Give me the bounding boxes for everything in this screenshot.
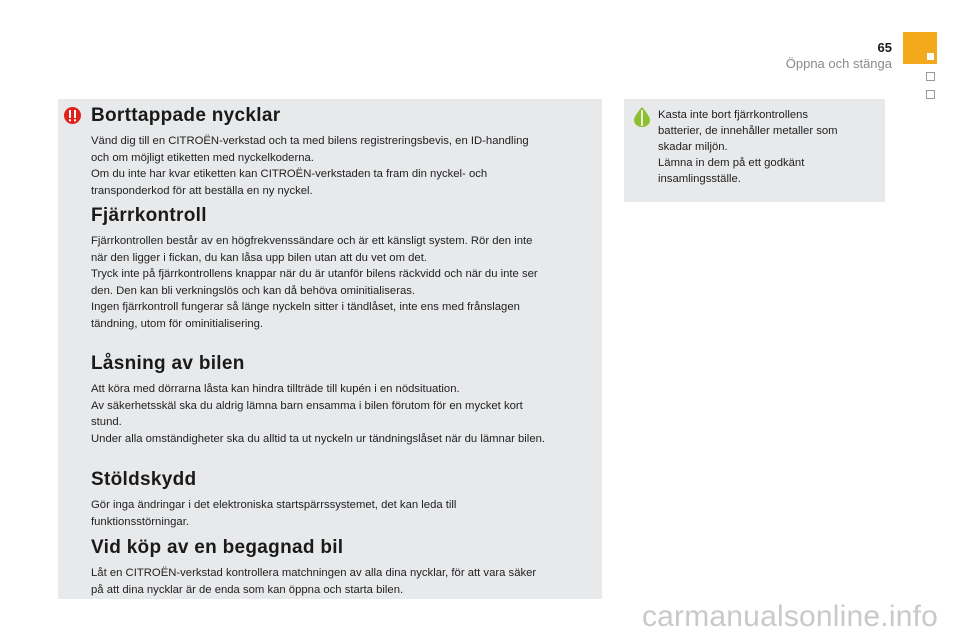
section-body: Gör inga ändringar i det elektroniska startspärrssystemet, det kan leda till funktionsstörningar. — [91, 499, 457, 528]
page-number: 65 — [877, 40, 892, 55]
section-heading: Låsning av bilen — [91, 353, 245, 374]
section-title: Öppna och stänga — [785, 56, 892, 71]
section-body: Vänd dig till en CITROËN-verkstad och ta med bilens registreringsbevis, en ID-handling och om möjligt etiketten med nyckelkoderna. Om du inte har kvar etiketten kan CITROËN-verkstaden ta fram din nyckel- och transponderkod för att beställa en ny nyckel. — [91, 135, 529, 197]
section-body: Att köra med dörrarna låsta kan hindra tillträde till kupén i en nödsituation. Av säkerhetsskäl ska du aldrig lämna barn ensamma i bilen förutom för en mycket kort stund. Under alla omständigheter ska du alltid ta ut nyckeln ur tändningslåset när du lämnar bilen. — [91, 383, 546, 445]
section-locking — [91, 353, 595, 447]
warning-icon — [64, 107, 81, 124]
chapter-tab-marker — [927, 53, 934, 60]
section-heading: Vid köp av en begagnad bil — [91, 537, 344, 558]
watermark: carmanualsonline.info — [641, 600, 938, 633]
section-heading: Fjärrkontroll — [91, 205, 207, 226]
section-remote-control — [91, 205, 595, 332]
chapter-tab-empty[interactable] — [926, 72, 935, 81]
section-heading: Stöldskydd — [91, 469, 197, 490]
section-used-car — [91, 537, 595, 598]
chapter-tab-empty[interactable] — [926, 90, 935, 99]
section-body: Fjärrkontrollen består av en högfrekvenssändare och är ett känsligt system. Rör den inte när den ligger i fickan, du kan låsa upp bilen utan att du vet om det. Tryck inte på fjärrkontrollens knappar när du är utanför bilens räckvidd och när du inte ser den. Den kan bli verkningslös och kan då behöva ominitialiseras. Ingen fjärrkontroll fungerar så länge nyckeln sitter i tändlåset, inte ens med frånslagen tändning, utom för ominitialisering. — [91, 235, 538, 330]
environment-note-text: Kasta inte bort fjärrkontrollens batterier, de innehåller metaller som skadar miljön. Lämna in dem på ett godkänt insamlingsställe. — [658, 109, 838, 185]
chapter-tab-active[interactable] — [903, 32, 937, 64]
section-anti-theft — [91, 469, 595, 530]
main-warning-panel — [58, 99, 602, 599]
section-body: Låt en CITROËN-verkstad kontrollera matchningen av alla dina nycklar, för att vara säker på att dina nycklar är de enda som kan öppna och starta bilen. — [91, 567, 537, 596]
section-lost-keys — [91, 105, 595, 199]
eco-drop-icon — [633, 107, 651, 127]
section-heading: Borttappade nycklar — [91, 105, 281, 126]
environment-note-panel — [624, 99, 885, 202]
